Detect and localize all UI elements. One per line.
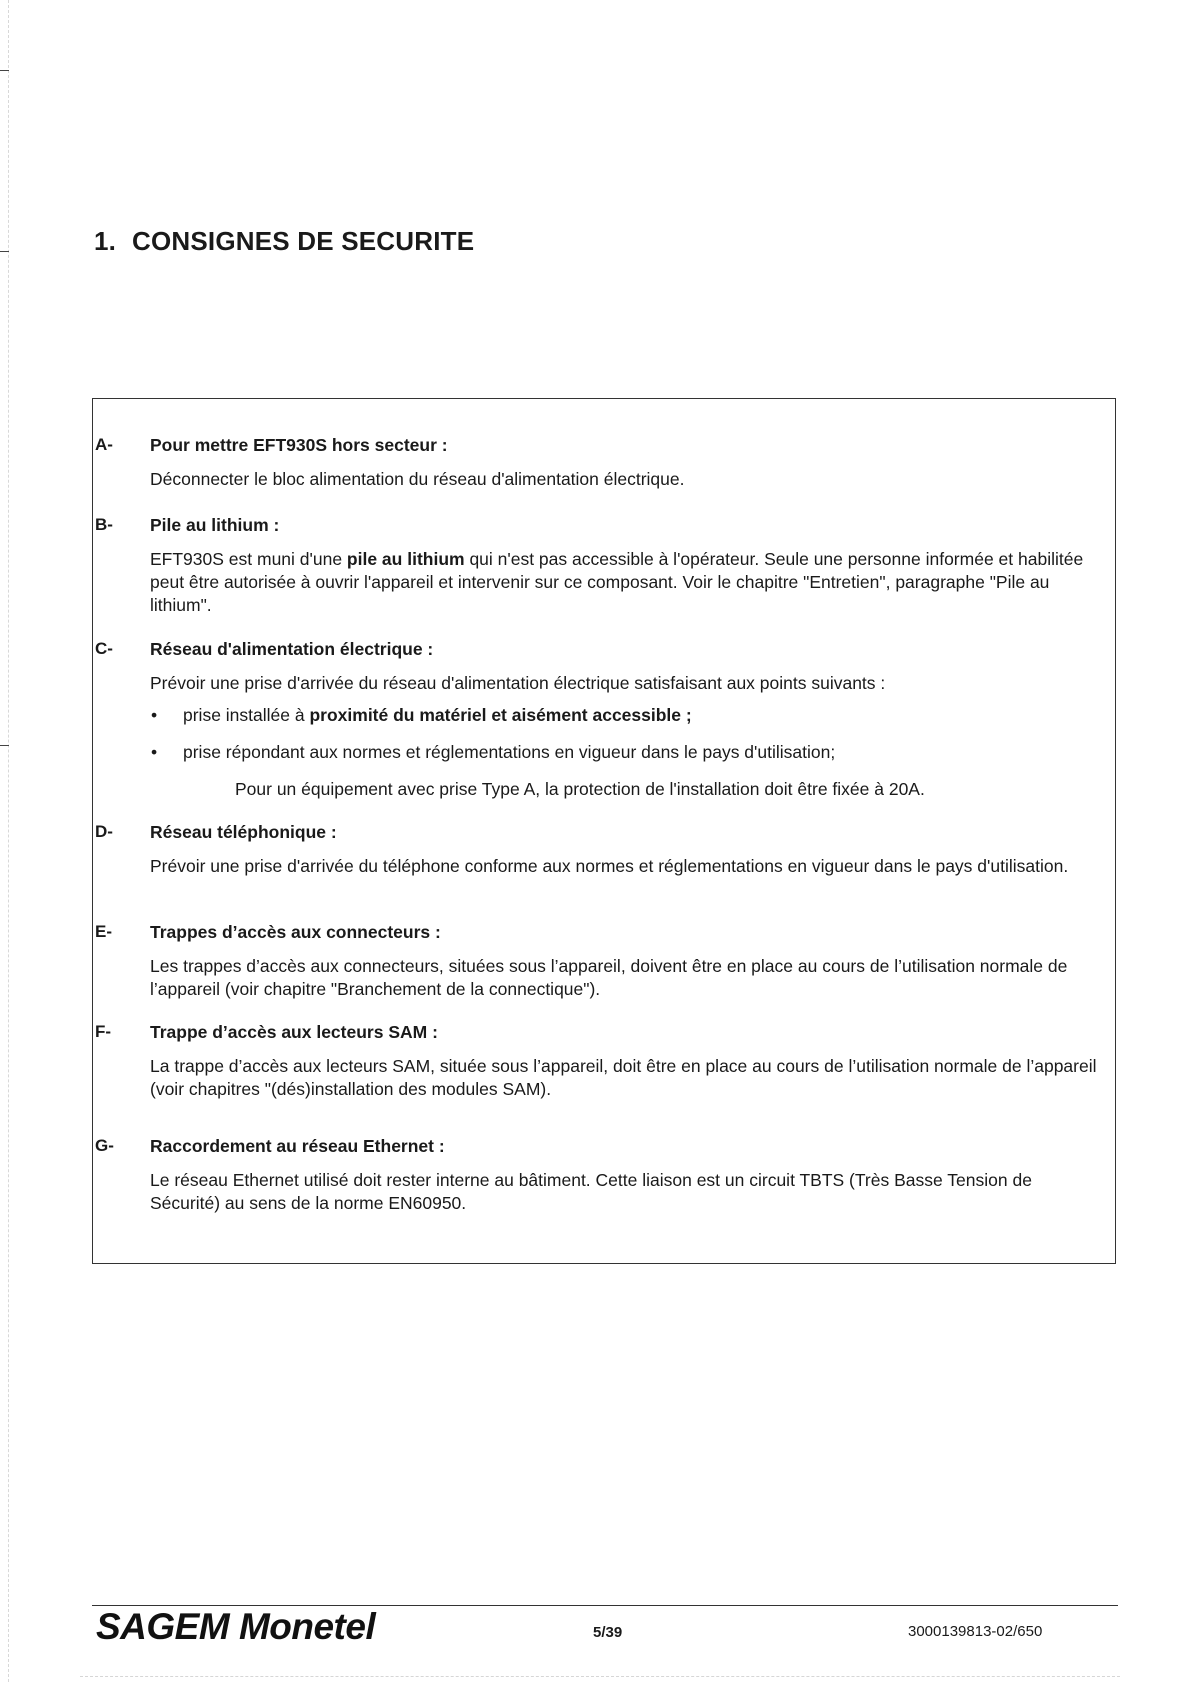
bullet-item <box>183 705 1083 726</box>
protection-note: Pour un équipement avec prise Type A, la protection de l'installation doit être fixée à 20A. <box>235 779 925 799</box>
scan-bottom-edge <box>80 1676 1120 1677</box>
section-heading: Trappe d’accès aux lecteurs SAM : <box>150 1022 438 1042</box>
section-body: Les trappes d’accès aux connecteurs, situées sous l’appareil, doivent être en place au cours de l’utilisation normale de l’appareil (voir chapitre "Branchement de la connectique"). <box>150 956 1068 999</box>
company-logo: SAGEM Monetel <box>96 1606 376 1647</box>
margin-tick <box>0 70 9 71</box>
section-heading: Réseau téléphonique : <box>150 822 337 842</box>
bullet-dot: • <box>151 705 158 725</box>
section-letter: G- <box>95 1136 114 1155</box>
section-heading: Réseau d'alimentation électrique : <box>150 639 434 659</box>
title-number: 1. <box>94 226 117 256</box>
section-heading: Trappes d’accès aux connecteurs : <box>150 922 441 942</box>
section-letter: D- <box>95 822 113 841</box>
document-reference: 3000139813-02/650 <box>908 1623 1043 1640</box>
bullet-item: prise répondant aux normes et réglementations en vigueur dans le pays d'utilisation; <box>183 742 836 762</box>
section-letter: C- <box>95 639 113 658</box>
section-heading: Pour mettre EFT930S hors secteur : <box>150 435 448 455</box>
section-letter: E- <box>95 922 112 941</box>
section-body: Prévoir une prise d'arrivée du réseau d'alimentation électrique satisfaisant aux points suivants : <box>150 673 886 693</box>
bullet-text-part: prise installée à <box>183 705 310 725</box>
section-letter: B- <box>95 515 113 534</box>
margin-tick <box>0 745 9 746</box>
section-body: Déconnecter le bloc alimentation du réseau d'alimentation électrique. <box>150 469 685 489</box>
body-bold-part: pile au lithium <box>346 549 465 569</box>
section-letter: F- <box>95 1022 112 1041</box>
section-body: Prévoir une prise d'arrivée du téléphone conforme aux normes et réglementations en vigueur dans le pays d'utilisation. <box>150 856 1069 876</box>
title-text: CONSIGNES DE SECURITE <box>132 226 475 256</box>
body-text-part: EFT930S est muni d'une <box>150 549 347 569</box>
section-body <box>150 548 1100 617</box>
bullet-bold-part: proximité du matériel et aisément accessible ; <box>309 705 692 725</box>
bullet-dot: • <box>151 742 158 762</box>
page-number: 5/39 <box>593 1624 623 1641</box>
body-text-part: qui n'est pas accessible à l'opérateur. Seule une personne informée et habilitée peut être autorisée à ouvrir l'appareil et intervenir sur ce composant. Voir le chapitre "Entretien", paragraphe "Pile au lithium". <box>150 549 1084 615</box>
page-title <box>94 226 474 257</box>
scan-edge-line <box>8 0 9 1682</box>
safety-box <box>92 398 1116 1264</box>
section-letter: A- <box>95 435 113 454</box>
section-body: Le réseau Ethernet utilisé doit rester interne au bâtiment. Cette liaison est un circuit TBTS (Très Basse Tension de Sécurité) au sens de la norme EN60950. <box>150 1170 1032 1213</box>
section-body: La trappe d’accès aux lecteurs SAM, située sous l’appareil, doit être en place au cours de l’utilisation normale de l’appareil (voir chapitres "(dés)installation des modules SAM). <box>150 1056 1097 1099</box>
section-heading: Raccordement au réseau Ethernet : <box>150 1136 445 1156</box>
section-heading: Pile au lithium : <box>150 515 280 535</box>
margin-tick <box>0 251 9 252</box>
